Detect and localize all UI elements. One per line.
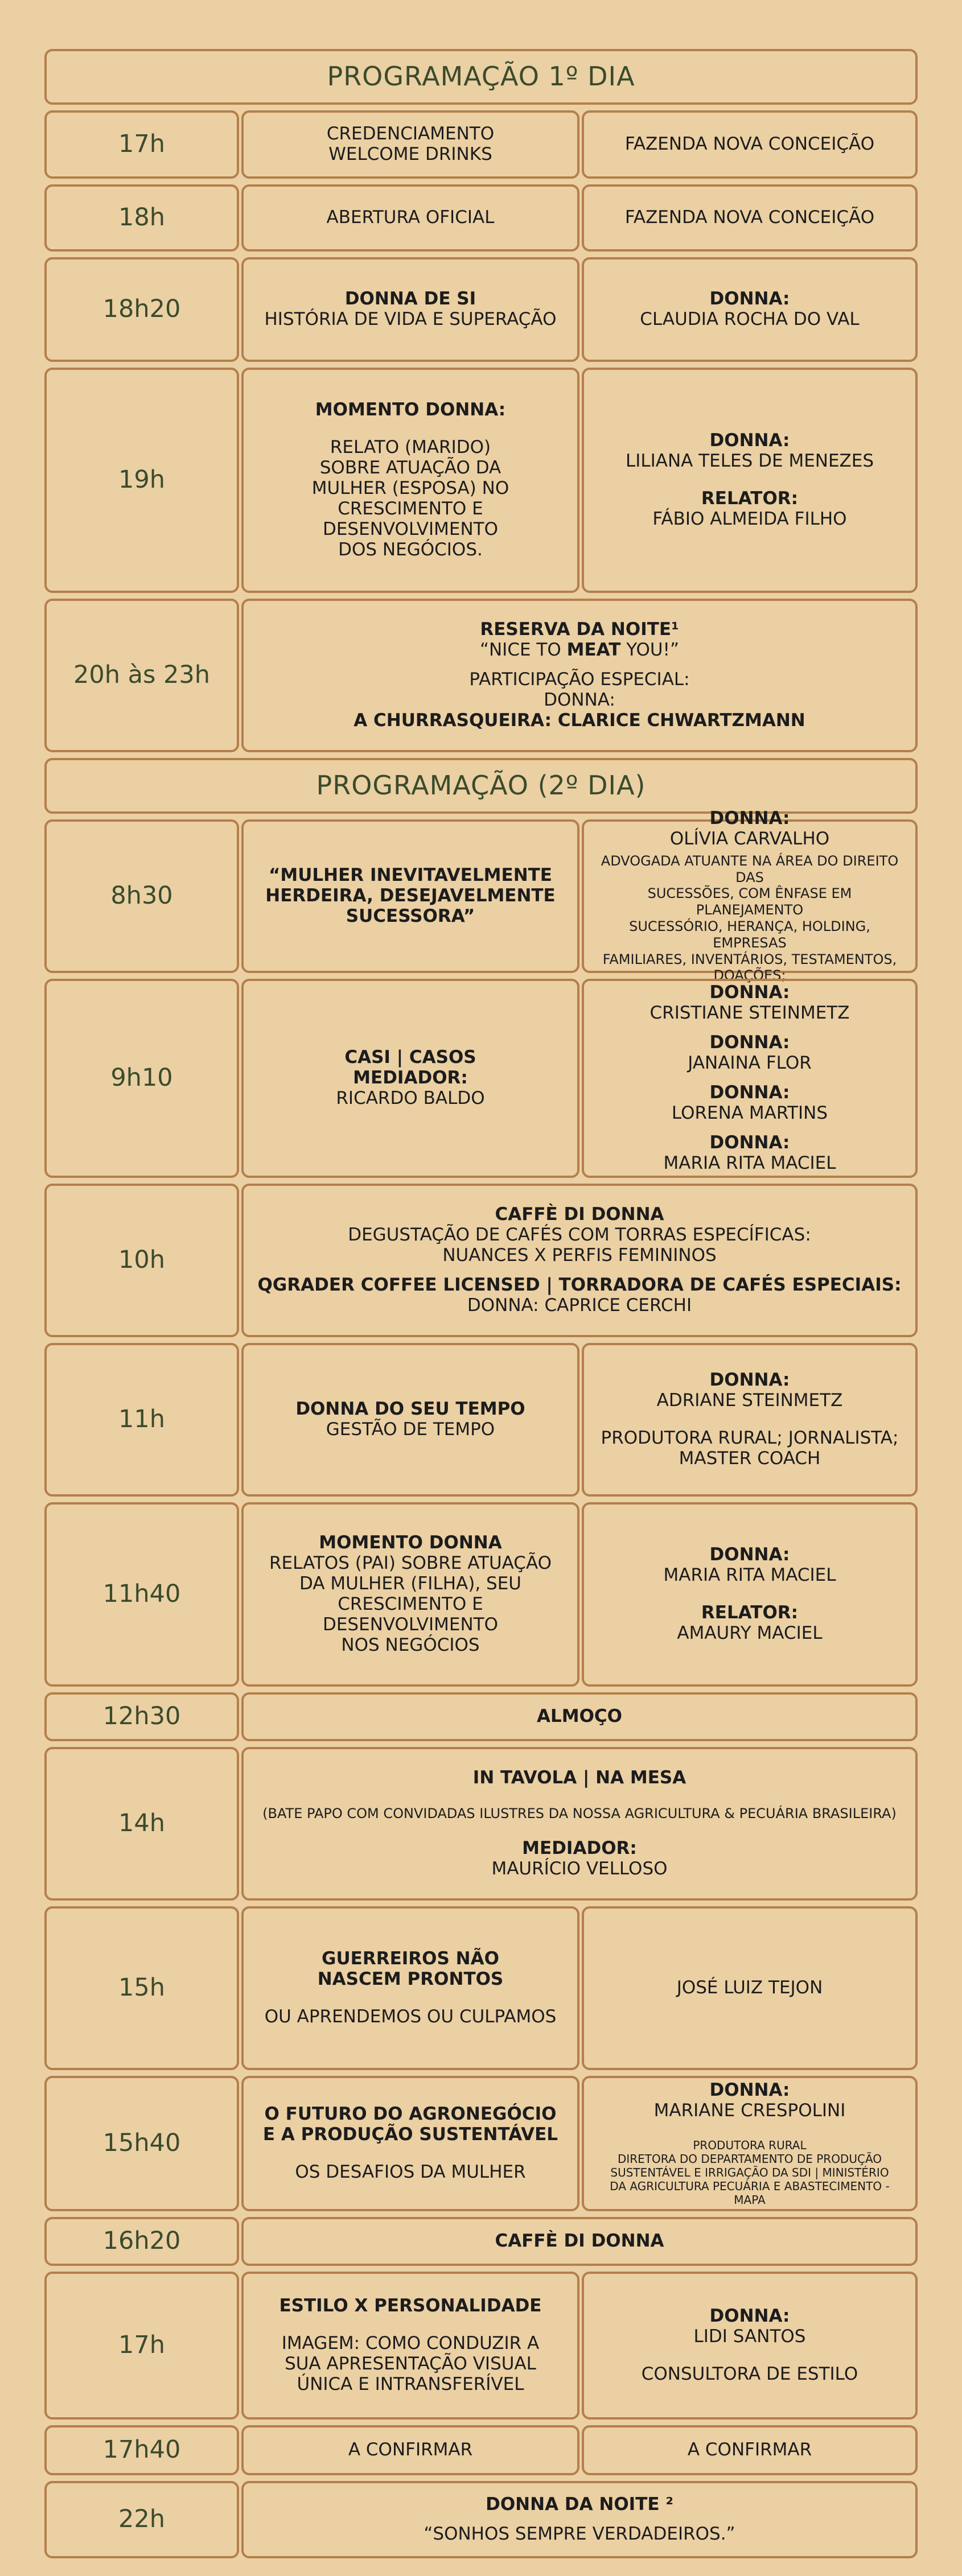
speaker-cell [582,1502,918,1687]
schedule-row [44,2076,918,2211]
activity-title: E A PRODUÇÃO SUSTENTÁVEL [262,2124,558,2145]
schedule-row [44,2272,918,2420]
activity-line: “SONHOS SEMPRE VERDADEIROS.” [424,2524,735,2544]
time-cell: 15h40 [44,2076,239,2211]
activity-line: “MULHER INEVITAVELMENTE [269,865,552,886]
speaker-role: RELATOR: [701,488,799,509]
time-cell: 8h30 [44,819,239,973]
speaker-name: FÁBIO ALMEIDA FILHO [652,508,847,529]
schedule-row [44,257,918,362]
activity-title: DONNA DA NOITE ² [486,2494,673,2515]
schedule-row [44,1906,918,2070]
activity-title: DONNA DE SI [344,288,476,310]
activity-line: WELCOME DRINKS [328,144,492,164]
speaker-role: RELATOR: [701,1602,799,1623]
speaker-name: MARIANE CRESPOLINI [653,2100,846,2121]
activity-title: CASI | CASOS [344,1047,476,1068]
time-cell: 9h10 [44,979,239,1178]
speaker-role: DONNA: [709,2080,790,2101]
speaker-name: LILIANA TELES DE MENEZES [625,451,874,472]
activity-cell [241,2272,579,2420]
activity-cell [241,368,579,593]
activity-line: DONNA: CAPRICE CERCHI [467,1295,692,1316]
time-cell: 10h [44,1184,239,1337]
activity-title: CAFFÈ DI DONNA [495,1204,664,1225]
speaker-bio: ADVOGADA ATUANTE NA ÁREA DO DIREITO DAS [601,852,899,885]
speaker-role: DONNA: [709,430,790,451]
activity-title: O FUTURO DO AGRONEGÓCIO [264,2104,557,2125]
schedule-row [44,2425,918,2475]
speaker-cell: A CONFIRMAR [582,2425,918,2475]
activity-line: SOBRE ATUAÇÃO DA [319,458,501,479]
activity-line: GESTÃO DE TEMPO [326,1419,495,1440]
speaker-cell [582,368,918,593]
speaker-role: DONNA: [709,1032,790,1053]
activity-cell: ALMOÇO [241,1692,918,1741]
speaker-name: AMAURY MACIEL [677,1622,823,1643]
activity-line: MULHER (ESPOSA) NO [311,478,509,499]
activity-title: GUERREIROS NÃO [322,1948,499,1969]
speaker-cell: JOSÉ LUIZ TEJON [582,1906,918,2070]
time-cell: 17h40 [44,2425,239,2475]
time-cell: 18h20 [44,257,239,362]
activity-cell: ABERTURA OFICIAL [241,184,579,252]
speaker-role: DONNA: [709,1544,790,1565]
activity-title: MOMENTO DONNA: [315,399,506,421]
activity-line: DONNA: [544,689,615,710]
speaker-bio: MASTER COACH [679,1448,821,1469]
speaker-name: LORENA MARTINS [671,1102,828,1123]
schedule-row [44,599,918,752]
speaker-bio: PRODUTORA RURAL; JORNALISTA; [601,1428,899,1448]
time-cell: 19h [44,368,239,593]
schedule-row [44,1502,918,1687]
activity-line: OU APRENDEMOS OU CULPAMOS [264,2006,557,2027]
time-cell: 11h40 [44,1502,239,1687]
activity-line: NOS NEGÓCIOS [341,1634,480,1655]
speaker-name: MARIA RITA MACIEL [663,1152,836,1173]
schedule-row [44,184,918,252]
speaker-name: CLAUDIA ROCHA DO VAL [640,309,860,329]
activity-line: QGRADER COFFEE LICENSED | TORRADORA DE CAFÉS ESPECIAIS: [257,1274,902,1295]
activity-line: DOS NEGÓCIOS. [338,539,483,560]
schedule [44,49,918,2564]
speaker-role: DONNA: [709,1082,790,1103]
speaker-bio: SUSTENTÁVEL E IRRIGAÇÃO DA SDI | MINISTÉRIO [610,2165,889,2179]
activity-line: SUCESSORA” [346,905,475,926]
activity-line: A CHURRASQUEIRA: CLARICE CHWARTZMANN [353,710,805,731]
time-cell: 14h [44,1747,239,1901]
mediator-role: MEDIADOR: [353,1068,468,1089]
activity-line: CRESCIMENTO E [338,498,483,519]
speaker-bio: DA AGRICULTURA PECUÁRIA E ABASTECIMENTO - MAPA [610,2179,890,2207]
time-cell: 11h [44,1343,239,1497]
activity-cell [241,819,579,973]
speaker-cell [582,257,918,362]
schedule-row [44,807,918,984]
activity-title: ESTILO X PERSONALIDADE [279,2295,542,2317]
activity-line: CREDENCIAMENTO [326,123,495,145]
schedule-row [44,1692,918,1741]
location-cell: FAZENDA NOVA CONCEIÇÃO [582,110,918,179]
activity-cell [241,2481,918,2558]
activity-line: ÚNICA E INTRANSFERÍVEL [297,2373,524,2394]
activity-line: DESENVOLVIMENTO [322,1614,499,1635]
activity-line: “NICE TO MEAT YOU!” [479,640,680,661]
mediator-name: RICARDO BALDO [336,1087,485,1108]
activity-title: MOMENTO DONNA [319,1532,502,1553]
time-cell: 22h [44,2481,239,2558]
schedule-row [44,1343,918,1497]
activity-line: RELATO (MARIDO) [330,437,491,458]
activity-line: SUA APRESENTAÇÃO VISUAL [285,2354,536,2374]
speaker-name: ADRIANE STEINMETZ [656,1390,843,1411]
activity-cell [241,599,918,752]
speaker-cell [582,2076,918,2211]
activity-line: DESENVOLVIMENTO [322,518,499,539]
speaker-cell [582,807,918,984]
location-cell: FAZENDA NOVA CONCEIÇÃO [582,184,918,252]
schedule-row [44,2217,918,2266]
activity-cell: CAFFÈ DI DONNA [241,2217,918,2266]
schedule-row [44,1184,918,1337]
activity-cell [241,1184,918,1337]
speaker-name: LIDI SANTOS [693,2326,806,2347]
speaker-role: DONNA: [709,1370,790,1391]
activity-cell [241,257,579,362]
schedule-row [44,368,918,593]
activity-line: RELATOS (PAI) SOBRE ATUAÇÃO [269,1553,552,1574]
activity-line: CRESCIMENTO E [338,1594,483,1614]
time-cell: 17h [44,110,239,179]
time-cell: 17h [44,2272,239,2420]
activity-cell [241,1906,579,2070]
time-cell: 18h [44,184,239,252]
activity-cell [241,1502,579,1687]
activity-title: NASCEM PRONTOS [317,1969,504,1990]
schedule-row [44,1747,918,1901]
activity-title: DONNA DO SEU TEMPO [295,1399,525,1420]
mediator-role: MEDIADOR: [522,1838,637,1859]
speaker-role: DONNA: [709,288,790,310]
activity-line: IMAGEM: COMO CONDUZIR A [281,2333,540,2354]
speaker-name: CRISTIANE STEINMETZ [649,1003,850,1024]
activity-line: DA MULHER (FILHA), SEU [299,1573,521,1594]
activity-cell [241,110,579,179]
activity-line: PARTICIPAÇÃO ESPECIAL: [469,669,690,690]
activity-cell [241,2076,579,2211]
schedule-row [44,110,918,179]
activity-cell [241,979,579,1178]
speaker-name: JANAINA FLOR [688,1053,812,1074]
speaker-bio: CONSULTORA DE ESTILO [641,2363,858,2384]
speaker-name: MARIA RITA MACIEL [663,1565,836,1586]
activity-cell: A CONFIRMAR [241,2425,579,2475]
time-cell: 12h30 [44,1692,239,1741]
day2-title: PROGRAMAÇÃO (2º DIA) [44,758,918,814]
speaker-bio: SUCESSÓRIO, HERANÇA, HOLDING, EMPRESAS [629,918,870,951]
speaker-bio: SUCESSÕES, COM ÊNFASE EM PLANEJAMENTO [647,885,852,918]
speaker-cell [582,979,918,1178]
speaker-role: DONNA: [709,807,790,829]
speaker-name: OLÍVIA CARVALHO [669,828,830,849]
speaker-bio: DIRETORA DO DEPARTAMENTO DE PRODUÇÃO [617,2152,882,2166]
speaker-cell [582,1343,918,1497]
day1-title: PROGRAMAÇÃO 1º DIA [44,49,918,105]
time-cell: 15h [44,1906,239,2070]
mediator-name: MAURÍCIO VELLOSO [491,1858,668,1880]
time-cell: 16h20 [44,2217,239,2266]
activity-line: OS DESAFIOS DA MULHER [295,2161,526,2182]
speaker-cell [582,2272,918,2420]
speaker-role: DONNA: [709,982,790,1003]
activity-cell [241,1343,579,1497]
time-cell: 20h às 23h [44,599,239,752]
activity-line: HISTÓRIA DE VIDA E SUPERAÇÃO [264,309,557,329]
schedule-row [44,979,918,1178]
activity-line: HERDEIRA, DESEJAVELMENTE [265,885,556,906]
speaker-role: DONNA: [709,2306,790,2327]
speaker-bio: PRODUTORA RURAL [693,2138,807,2152]
schedule-row [44,2481,918,2558]
speaker-bio: FAMILIARES, INVENTÁRIOS, TESTAMENTOS, [602,951,897,967]
activity-subtitle: (BATE PAPO COM CONVIDADAS ILUSTRES DA NOSSA AGRICULTURA & PECUÁRIA BRASILEIRA) [262,1805,897,1821]
speaker-role: DONNA: [709,1132,790,1153]
activity-line: DEGUSTAÇÃO DE CAFÉS COM TORRAS ESPECÍFICAS: [348,1225,811,1246]
speaker-bio: DOAÇÕES; [713,967,786,984]
activity-line: NUANCES X PERFIS FEMININOS [442,1245,717,1266]
activity-title: IN TAVOLA | NA MESA [472,1767,686,1788]
activity-title: RESERVA DA NOITE¹ [480,619,679,640]
activity-cell [241,1747,918,1901]
